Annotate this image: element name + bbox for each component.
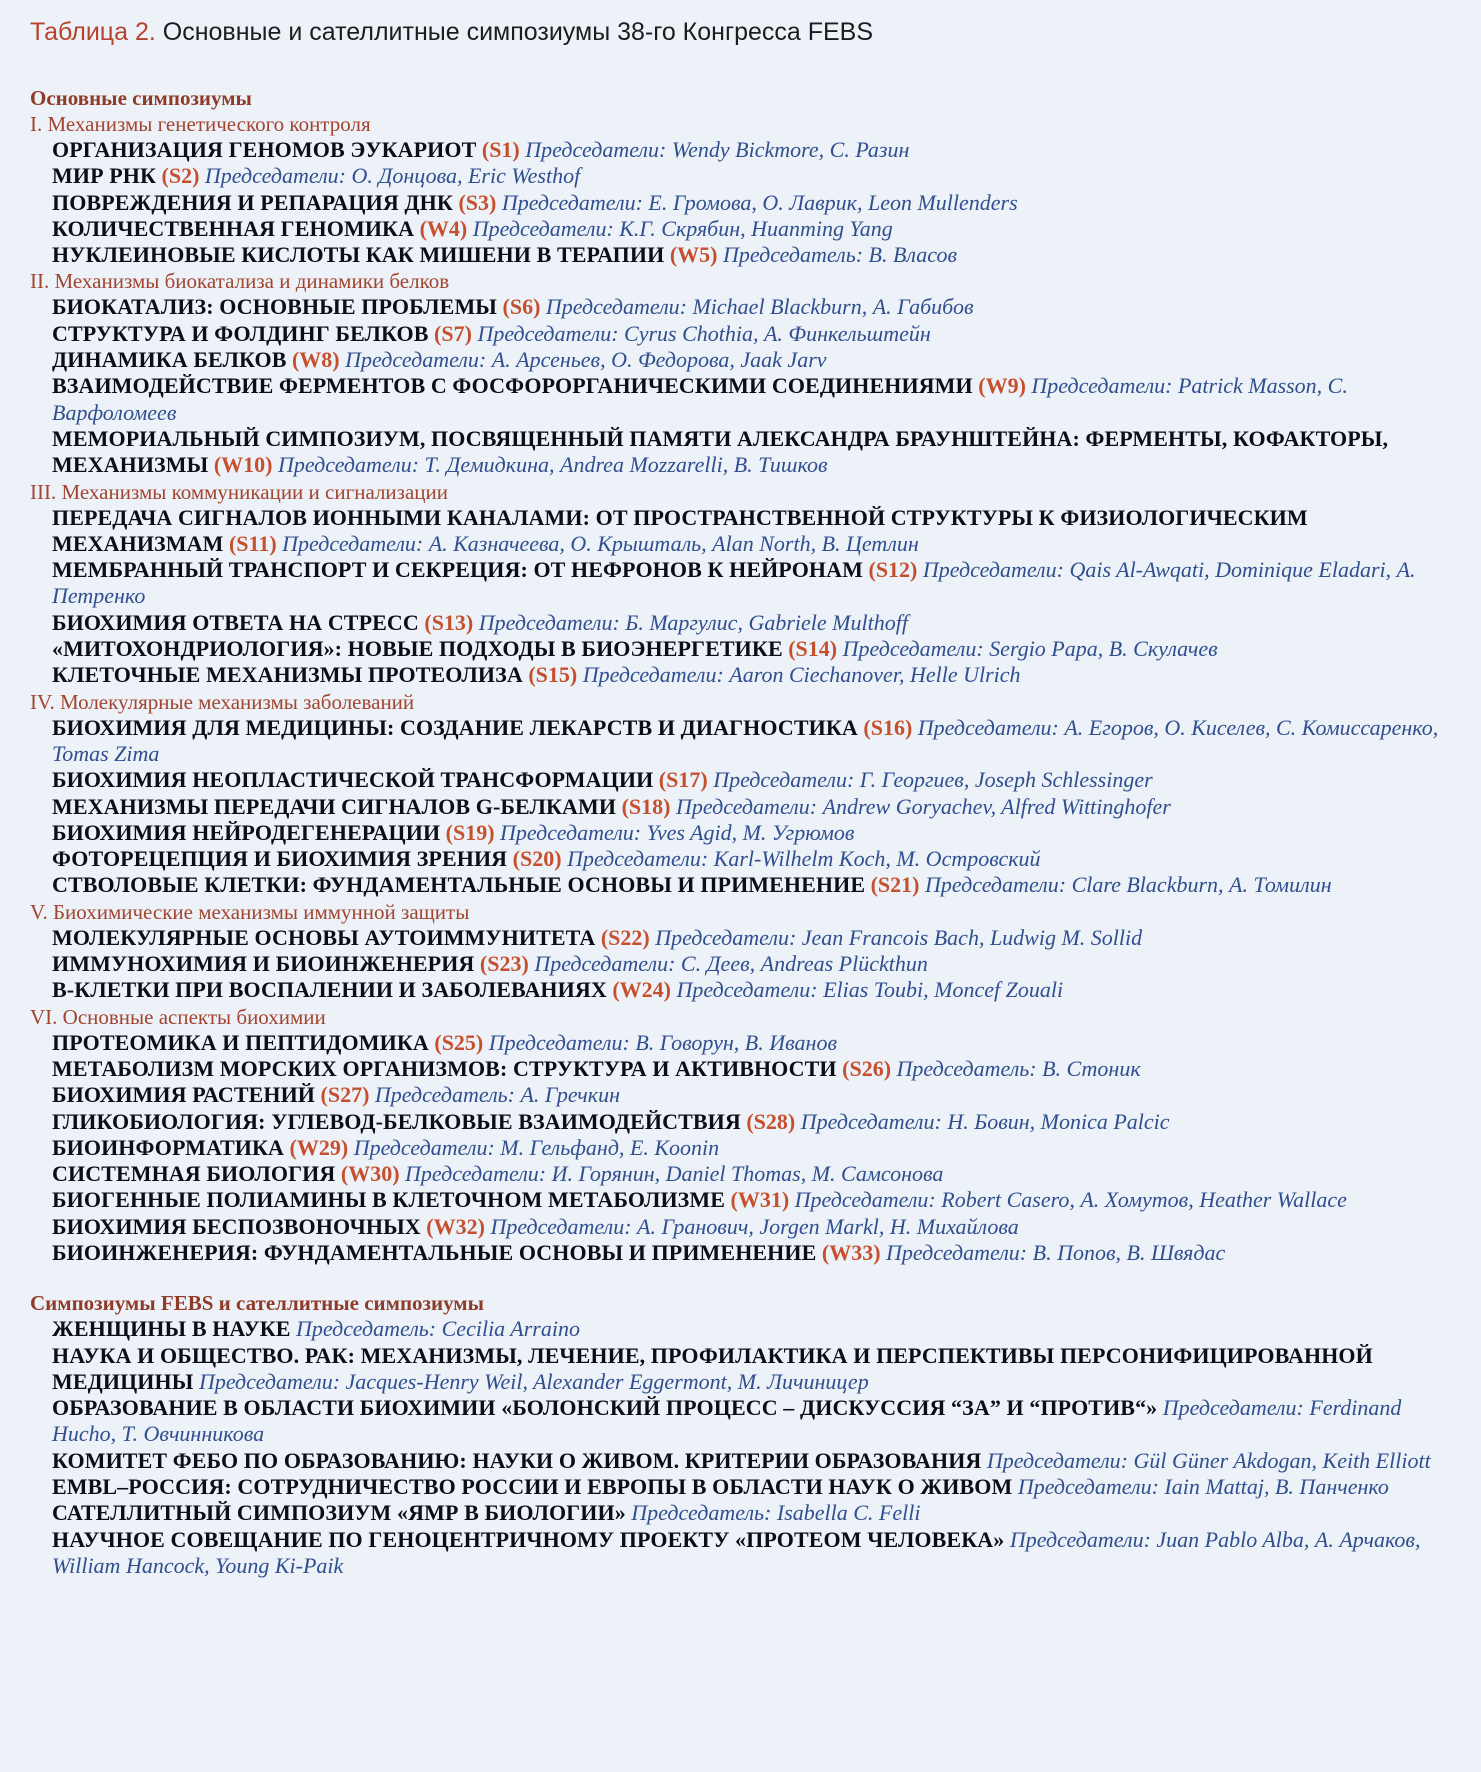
symposium-section — [30, 268, 1457, 478]
symposium-code: (S22) — [600, 924, 650, 950]
symposium-code: (S23) — [479, 951, 529, 977]
symposium-chairs: Председатель: Cecilia Arraino — [296, 1316, 580, 1342]
symposium-title: «МИТОХОНДРИОЛОГИЯ»: НОВЫЕ ПОДХОДЫ В БИОЭНЕРГЕТИКЕ — [52, 636, 783, 662]
symposium-entry — [52, 321, 1457, 347]
symposium-title: СТРУКТУРА И ФОЛДИНГ БЕЛКОВ — [52, 320, 429, 346]
symposium-title: КЛЕТОЧНЫЕ МЕХАНИЗМЫ ПРОТЕОЛИЗА — [52, 662, 523, 688]
symposium-code: (S21) — [870, 872, 920, 898]
symposium-section — [30, 111, 1457, 268]
symposium-title: МЕМОРИАЛЬНЫЙ СИМПОЗИУМ, ПОСВЯЩЕННЫЙ ПАМЯТИ АЛЕКСАНДРА БРАУНШТЕЙНА: ФЕРМЕНТЫ, КОФАКТОРЫ, МЕХАНИЗМЫ — [52, 425, 1389, 478]
symposium-entry — [52, 426, 1457, 479]
symposium-part — [30, 1290, 1457, 1579]
symposium-section — [30, 1004, 1457, 1267]
table-caption-text: Основные и сателлитные симпозиумы 38-го Конгресса FEBS — [162, 18, 874, 46]
symposium-chairs: Председатели: Elias Toubi, Moncef Zouali — [676, 977, 1064, 1003]
symposium-chairs: Председатели: Karl-Wilhelm Koch, М. Островский — [567, 846, 1041, 872]
symposium-chairs: Председатели: Patrick Masson, С. Варфоломеев — [52, 373, 1348, 425]
symposium-code: (S20) — [512, 846, 562, 872]
symposium-entry — [52, 505, 1457, 558]
symposium-chairs: Председатели: Gül Güner Akdogan, Keith Elliott — [986, 1447, 1431, 1473]
symposia-list — [30, 85, 1457, 1579]
symposium-title: САТЕЛЛИТНЫЙ СИМПОЗИУМ «ЯМР В БИОЛОГИИ» — [52, 1500, 626, 1526]
symposium-chairs: Председатели: О. Донцова, Eric Westhof — [204, 163, 581, 189]
symposium-title: ВЗАИМОДЕЙСТВИЕ ФЕРМЕНТОВ С ФОСФОРОРГАНИЧЕСКИМИ СОЕДИНЕНИЯМИ — [52, 373, 973, 399]
symposium-chairs: Председатели: Ferdinand Hucho, Т. Овчинникова — [52, 1395, 1402, 1447]
symposium-code: (S6) — [502, 294, 541, 320]
symposium-code: (S27) — [320, 1082, 370, 1108]
symposium-entry — [52, 872, 1457, 898]
symposium-title: ИММУНОХИМИЯ И БИОИНЖЕНЕРИЯ — [52, 951, 475, 977]
symposium-entry — [52, 242, 1457, 268]
symposium-title: МИР РНК — [52, 163, 157, 189]
symposium-chairs: Председатели: С. Деев, Andreas Plückthun — [534, 951, 928, 977]
symposium-section — [30, 479, 1457, 689]
symposium-chairs: Председатели: Б. Маргулис, Gabriele Multhoff — [478, 609, 908, 635]
symposium-chairs: Председатели: Clare Blackburn, А. Томилин — [925, 872, 1332, 898]
symposium-title: КОЛИЧЕСТВЕННАЯ ГЕНОМИКА — [52, 215, 415, 241]
symposium-section — [30, 1316, 1457, 1579]
symposium-title: МЕХАНИЗМЫ ПЕРЕДАЧИ СИГНАЛОВ G-БЕЛКАМИ — [52, 793, 617, 819]
symposium-chairs: Председатели: А. Гранович, Jorgen Markl, Н. Михайлова — [490, 1213, 1019, 1239]
symposium-code: (S3) — [458, 189, 497, 215]
symposium-chairs: Председатели: В. Говорун, В. Иванов — [488, 1029, 837, 1055]
symposium-title: БИОГЕННЫЕ ПОЛИАМИНЫ В КЛЕТОЧНОМ МЕТАБОЛИЗМЕ — [52, 1187, 726, 1213]
symposium-entry — [52, 1448, 1457, 1474]
section-heading: V. Биохимические механизмы иммунной защиты — [30, 899, 470, 924]
symposium-chairs: Председатели: А. Егоров, О. Киселев, С. Комиссаренко, Tomas Zima — [52, 714, 1439, 766]
symposium-title: МОЛЕКУЛЯРНЫЕ ОСНОВЫ АУТОИММУНИТЕТА — [52, 924, 596, 950]
symposium-title: НАУКА И ОБЩЕСТВО. РАК: МЕХАНИЗМЫ, ЛЕЧЕНИЕ, ПРОФИЛАКТИКА И ПЕРСПЕКТИВЫ ПЕРСОНИФИЦИРОВАННОЙ МЕДИЦИНЫ — [52, 1342, 1373, 1394]
symposium-title: ГЛИКОБИОЛОГИЯ: УГЛЕВОД-БЕЛКОВЫЕ ВЗАИМОДЕЙСТВИЯ — [52, 1108, 741, 1134]
symposium-code: (W10) — [213, 452, 273, 478]
symposium-entry — [52, 610, 1457, 636]
symposium-chairs: Председатель: А. Гречкин — [374, 1082, 621, 1108]
symposium-entry — [52, 1030, 1457, 1056]
symposium-entry — [52, 1316, 1457, 1342]
symposium-title: ПЕРЕДАЧА СИГНАЛОВ ИОННЫМИ КАНАЛАМИ: ОТ ПРОСТРАНСТВЕННОЙ СТРУКТУРЫ К ФИЗИОЛОГИЧЕСКИМ МЕХАНИЗМАМ — [52, 504, 1308, 556]
symposium-title: ЖЕНЩИНЫ В НАУКЕ — [52, 1316, 291, 1342]
symposium-title: БИОХИМИЯ БЕСПОЗВОНОЧНЫХ — [52, 1213, 421, 1239]
symposium-code: (W29) — [289, 1134, 349, 1160]
symposium-title: ОБРАЗОВАНИЕ В ОБЛАСТИ БИОХИМИИ «БОЛОНСКИЙ ПРОЦЕСС – ДИСКУССИЯ “ЗА” И “ПРОТИВ“» — [52, 1395, 1158, 1421]
symposium-entry — [52, 1240, 1457, 1266]
symposium-title: СИСТЕМНАЯ БИОЛОГИЯ — [52, 1161, 336, 1187]
symposium-title: БИОКАТАЛИЗ: ОСНОВНЫЕ ПРОБЛЕМЫ — [52, 294, 498, 320]
symposium-chairs: Председатели: Juan Pablo Alba, А. Арчаков, William Hancock, Young Ki-Paik — [52, 1526, 1421, 1578]
symposium-entry — [52, 347, 1457, 373]
symposium-chairs: Председатель: В. Стоник — [896, 1055, 1141, 1081]
symposium-entry — [52, 977, 1457, 1003]
symposium-title: БИОХИМИЯ НЕОПЛАСТИЧЕСКОЙ ТРАНСФОРМАЦИИ — [52, 767, 654, 793]
symposium-title: БИОХИМИЯ ДЛЯ МЕДИЦИНЫ: СОЗДАНИЕ ЛЕКАРСТВ И ДИАГНОСТИКА — [52, 714, 858, 740]
symposium-title: КОМИТЕТ ФЕБО ПО ОБРАЗОВАНИЮ: НАУКИ О ЖИВОМ. КРИТЕРИИ ОБРАЗОВАНИЯ — [52, 1447, 982, 1473]
symposium-part — [30, 85, 1457, 1266]
symposium-chairs: Председатели: Michael Blackburn, А. Габибов — [545, 294, 974, 320]
section-heading: III. Механизмы коммуникации и сигнализации — [30, 479, 449, 504]
section-heading: IV. Молекулярные механизмы заболеваний — [30, 689, 415, 714]
section-heading: VI. Основные аспекты биохимии — [30, 1004, 326, 1029]
symposium-chairs: Председатели: Jacques-Henry Weil, Alexander Eggermont, М. Личиницер — [198, 1368, 869, 1394]
symposium-chairs: Председатели: Aaron Ciechanover, Helle Ulrich — [582, 662, 1021, 688]
symposium-chairs: Председатели: Е. Громова, О. Лаврик, Leon Mullenders — [501, 189, 1018, 215]
symposium-code: (S28) — [746, 1108, 796, 1134]
symposium-code: (S11) — [228, 530, 277, 556]
symposium-title: МЕМБРАННЫЙ ТРАНСПОРТ И СЕКРЕЦИЯ: ОТ НЕФРОНОВ К НЕЙРОНАМ — [52, 557, 863, 583]
symposium-entry — [52, 294, 1457, 320]
symposium-chairs: Председатели: Iain Mattaj, В. Панченко — [1017, 1474, 1389, 1500]
symposium-entry — [52, 557, 1457, 610]
symposium-code: (S12) — [868, 557, 918, 583]
symposium-title: БИОХИМИЯ РАСТЕНИЙ — [52, 1082, 316, 1108]
symposium-entry — [52, 662, 1457, 688]
symposium-section — [30, 899, 1457, 1004]
symposium-entry — [52, 767, 1457, 793]
symposium-chairs: Председатели: Andrew Goryachev, Alfred Wittinghofer — [676, 793, 1171, 819]
symposium-code: (S25) — [434, 1029, 484, 1055]
symposium-entry — [52, 1214, 1457, 1240]
symposium-code: (S18) — [621, 793, 671, 819]
symposium-title: ПРОТЕОМИКА И ПЕПТИДОМИКА — [52, 1029, 429, 1055]
symposium-chairs: Председатели: Г. Георгиев, Joseph Schlessinger — [713, 767, 1153, 793]
symposium-title: НАУЧНОЕ СОВЕЩАНИЕ ПО ГЕНОЦЕНТРИЧНОМУ ПРОЕКТУ «ПРОТЕОМ ЧЕЛОВЕКА» — [52, 1526, 1005, 1552]
symposium-chairs: Председатели: А. Казначеева, О. Крышталь, Alan North, В. Цетлин — [282, 530, 919, 556]
symposium-title: В-КЛЕТКИ ПРИ ВОСПАЛЕНИИ И ЗАБОЛЕВАНИЯХ — [52, 977, 607, 1003]
symposium-code: (S2) — [161, 163, 200, 189]
symposium-chairs: Председатели: Т. Демидкина, Andrea Mozzarelli, В. Тишков — [277, 452, 828, 478]
symposium-entry — [52, 846, 1457, 872]
symposium-title: СТВОЛОВЫЕ КЛЕТКИ: ФУНДАМЕНТАЛЬНЫЕ ОСНОВЫ И ПРИМЕНЕНИЕ — [52, 872, 866, 898]
symposium-code: (S26) — [842, 1055, 892, 1081]
symposium-chairs: Председатели: Sergio Papa, В. Скулачев — [842, 636, 1218, 662]
symposium-chairs: Председатели: Н. Бовин, Monica Palcic — [800, 1108, 1170, 1134]
table-caption — [30, 18, 1457, 47]
symposium-code: (W30) — [340, 1161, 400, 1187]
symposium-title: EMBL–РОССИЯ: СОТРУДНИЧЕСТВО РОССИИ И ЕВРОПЫ В ОБЛАСТИ НАУК О ЖИВОМ — [52, 1474, 1013, 1500]
symposium-code: (W9) — [978, 373, 1026, 399]
symposium-entry — [52, 1082, 1457, 1108]
symposium-title: БИОИНЖЕНЕРИЯ: ФУНДАМЕНТАЛЬНЫЕ ОСНОВЫ И ПРИМЕНЕНИЕ — [52, 1239, 817, 1265]
symposium-entry — [52, 1161, 1457, 1187]
symposium-code: (S1) — [481, 137, 520, 162]
symposium-code: (W24) — [612, 977, 671, 1003]
symposium-entry — [52, 1500, 1457, 1526]
part-heading: Основные симпозиумы — [30, 86, 252, 110]
symposium-title: ФОТОРЕЦЕПЦИЯ И БИОХИМИЯ ЗРЕНИЯ — [52, 846, 508, 872]
symposium-title: БИОХИМИЯ НЕЙРОДЕГЕНЕРАЦИИ — [52, 819, 441, 845]
section-heading: II. Механизмы биокатализа и динамики белков — [30, 269, 450, 294]
symposium-entry — [52, 216, 1457, 242]
symposium-entry — [52, 1343, 1457, 1396]
symposium-code: (S7) — [434, 320, 472, 346]
symposium-entry — [52, 951, 1457, 977]
symposium-section — [30, 689, 1457, 899]
symposium-chairs: Председатели: Robert Casero, А. Хомутов, Heather Wallace — [794, 1187, 1347, 1213]
symposium-chairs: Председатель: В. Власов — [722, 242, 958, 268]
symposium-chairs: Председатели: Cyrus Chothia, А. Финкельштейн — [477, 320, 931, 346]
symposium-code: (W5) — [669, 242, 718, 268]
symposium-code: (W4) — [419, 215, 468, 241]
symposium-chairs: Председатели: А. Арсеньев, О. Федорова, Jaak Jarv — [345, 347, 827, 373]
symposium-code: (W32) — [426, 1213, 485, 1239]
symposium-code: (S17) — [658, 767, 708, 793]
symposium-entry — [52, 925, 1457, 951]
symposium-chairs: Председатели: Qais Al-Awqati, Dominique Eladari, А. Петренко — [52, 557, 1416, 609]
part-heading: Симпозиумы FEBS и сателлитные симпозиумы — [30, 1291, 485, 1316]
table-caption-label: Таблица 2. — [30, 18, 156, 46]
symposium-entry — [52, 190, 1457, 216]
symposium-entry — [52, 1135, 1457, 1161]
symposium-code: (S13) — [424, 609, 474, 635]
symposium-entry — [52, 794, 1457, 820]
symposium-title: ПОВРЕЖДЕНИЯ И РЕПАРАЦИЯ ДНК — [52, 189, 453, 215]
symposium-title: ДИНАМИКА БЕЛКОВ — [52, 347, 287, 373]
symposium-chairs: Председатель: Isabella C. Felli — [631, 1500, 921, 1526]
symposium-title: НУКЛЕИНОВЫЕ КИСЛОТЫ КАК МИШЕНИ В ТЕРАПИИ — [52, 242, 665, 268]
symposium-chairs: Председатели: Wendy Bickmore, C. Разин — [525, 137, 910, 162]
symposium-entry — [52, 1527, 1457, 1580]
symposium-title: ОРГАНИЗАЦИЯ ГЕНОМОВ ЭУКАРИОТ — [52, 137, 477, 162]
symposium-entry — [52, 163, 1457, 189]
symposium-title: БИОИНФОРМАТИКА — [52, 1134, 285, 1160]
section-heading: I. Механизмы генетического контроля — [30, 112, 371, 136]
symposium-code: (S14) — [788, 636, 838, 662]
symposium-code: (W33) — [821, 1239, 881, 1265]
symposium-chairs: Председатели: М. Гельфанд, Е. Koonin — [353, 1134, 720, 1160]
symposium-code: (W31) — [730, 1187, 790, 1213]
symposium-entry — [52, 1109, 1457, 1135]
symposium-code: (S16) — [863, 714, 913, 740]
symposium-chairs: Председатели: К.Г. Скрябин, Huanming Yang — [472, 215, 893, 241]
symposium-title: МЕТАБОЛИЗМ МОРСКИХ ОРГАНИЗМОВ: СТРУКТУРА И АКТИВНОСТИ — [52, 1055, 837, 1081]
symposium-chairs: Председатели: И. Горянин, Daniel Thomas, М. Самсонова — [405, 1161, 944, 1187]
symposium-entry — [52, 1474, 1457, 1500]
symposium-entry — [52, 715, 1457, 768]
symposium-title: БИОХИМИЯ ОТВЕТА НА СТРЕСС — [52, 609, 419, 635]
symposium-entry — [52, 137, 1457, 163]
symposium-entry — [52, 820, 1457, 846]
symposium-entry — [52, 1395, 1457, 1448]
symposium-entry — [52, 636, 1457, 662]
symposium-code: (S15) — [528, 662, 578, 688]
symposium-chairs: Председатели: В. Попов, В. Швядас — [886, 1239, 1226, 1265]
symposium-chairs: Председатели: Jean Francois Bach, Ludwig M. Sollid — [655, 924, 1143, 950]
symposium-code: (S19) — [445, 819, 495, 845]
symposium-entry — [52, 1056, 1457, 1082]
symposium-code: (W8) — [291, 347, 340, 373]
symposium-entry — [52, 373, 1457, 426]
symposium-chairs: Председатели: Yves Agid, М. Угрюмов — [500, 819, 855, 845]
symposium-entry — [52, 1187, 1457, 1213]
